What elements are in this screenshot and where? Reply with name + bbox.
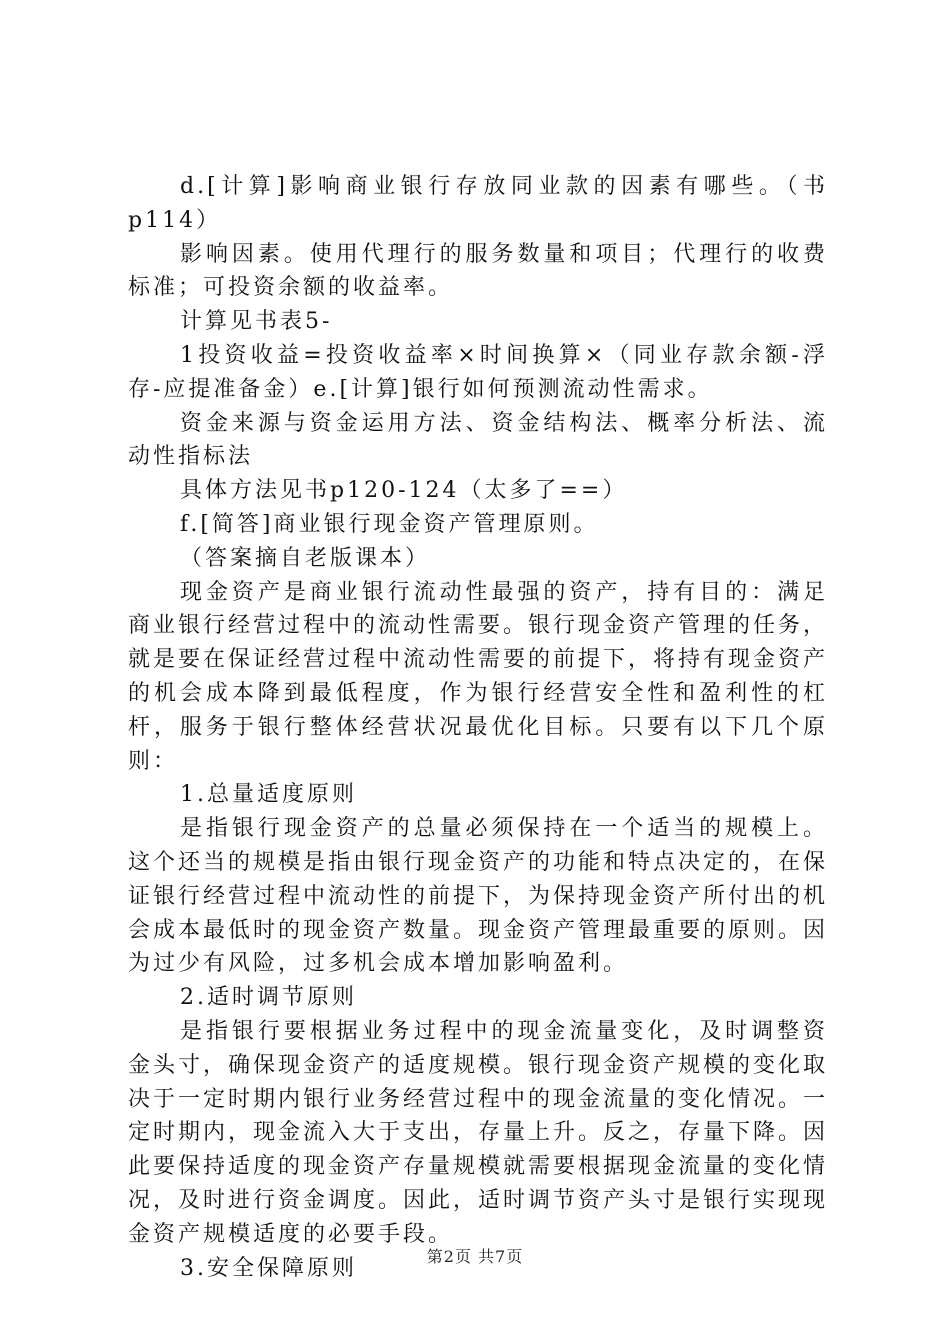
paragraph-question-d: d.[计算]影响商业银行存放同业款的因素有哪些。（书p114） — [128, 174, 828, 233]
heading-principle-1: 1.总量适度原则 — [180, 782, 357, 808]
paragraph-source-note: （答案摘自老版课本） — [180, 545, 431, 571]
paragraph-factors: 影响因素。使用代理行的服务数量和项目；代理行的收费标准；可投资余额的收益率。 — [128, 241, 828, 301]
paragraph-principle-1: 是指银行现金资产的总量必须保持在一个适当的规模上。这个还当的规模是指由银行现金资产的功能和特点决定的，在保证银行经营过程中流动性的前提下，为保持现金资产所付出的机会成本最低时的现金资产数量。现金资产管理最重要的原则。因为过少有风险，过多机会成本增加影响盈利。 — [128, 816, 829, 977]
paragraph-methods: 资金来源与资金运用方法、资金结构法、概率分析法、流动性指标法 — [128, 410, 828, 470]
document-body — [128, 170, 828, 1285]
paragraph-method-ref: 具体方法见书p120-124（太多了==） — [180, 478, 628, 504]
heading-principle-3: 3.安全保障原则 — [180, 1255, 357, 1281]
heading-principle-2: 2.适时调节原则 — [180, 985, 357, 1011]
page-footer: 第2页 共7页 — [426, 1247, 524, 1266]
paragraph-principle-2: 是指银行要根据业务过程中的现金流量变化，及时调整资金头寸，确保现金资产的适度规模。银行现金资产规模的变化取决于一定时期内银行业务经营过程中的现金流量的变化情况。一定时期内，现金流入大于支出，存量上升。反之，存量下降。因此要保持适度的现金资产存量规模就需要根据现金流量的变化情况，及时进行资金调度。因此，适时调节资产头寸是银行实现现金资产规模适度的必要手段。 — [128, 1018, 829, 1247]
paragraph-question-f: f.[简答]商业银行现金资产管理原则。 — [180, 511, 599, 537]
paragraph-cash-assets: 现金资产是商业银行流动性最强的资产，持有目的：满足商业银行经营过程中的流动性需要。银行现金资产管理的任务，就是要在保证经营过程中流动性需要的前提下，将持有现金资产的机会成本降到最低程度，作为银行经营安全性和盈利性的杠杆，服务于银行整体经营状况最优化目标。只要有以下几个原则： — [128, 579, 829, 774]
paragraph-calc-ref: 计算见书表5- — [180, 309, 333, 335]
paragraph-formula: 1投资收益=投资收益率×时间换算×（同业存款余额-浮存-应提准备金）e.[计算]银行如何预测流动性需求。 — [128, 342, 828, 402]
